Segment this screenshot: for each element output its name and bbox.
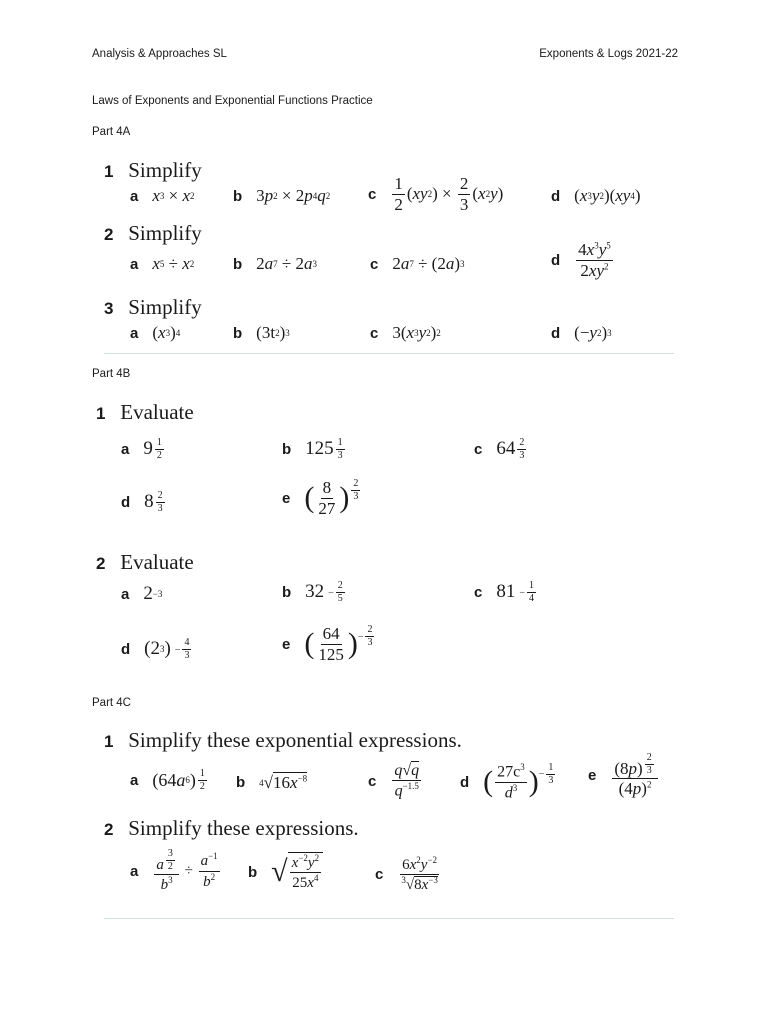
header-unit: Exponents & Logs 2021-22: [539, 48, 678, 60]
item-letter: a: [130, 324, 139, 342]
expression: ( $\frac{64}{125}$ ) $^{- \frac{2}{3}}$: [304, 624, 373, 664]
item-letter: b: [233, 187, 243, 205]
expression: 81 − $\frac{1}{4}$: [496, 580, 534, 604]
item-letter: a: [121, 585, 130, 603]
item-letter: b: [282, 583, 292, 601]
item-letter: b: [248, 863, 258, 881]
q4c-1d: [460, 762, 557, 802]
q4b-2a: [121, 583, 162, 605]
q4b-1d: [121, 490, 167, 514]
expression: 32 − $\frac{2}{5}$: [305, 580, 343, 604]
item-letter: d: [121, 493, 131, 511]
q-number: 1: [104, 162, 114, 181]
q-number: 2: [104, 225, 114, 244]
item-letter: c: [368, 773, 377, 791]
expression: $\frac{6x^2y^{-2}}{^3√8x^{-3}}$: [401, 855, 438, 894]
expression: ( $\frac{8}{27}$ ) $^{\frac{2}{3}}$: [304, 478, 359, 518]
expression: (8p) $^{\frac{2}{3}}$ $(4p)^2$: [610, 752, 659, 799]
q-text: Evaluate: [120, 400, 194, 424]
q4c-1b: [236, 772, 307, 793]
expression: 2 a 7 ÷ (2 a ) 3: [392, 254, 465, 273]
q4b-1-heading: [96, 400, 194, 425]
q4b-1e: [282, 478, 362, 518]
q4c-2-heading: [104, 816, 359, 841]
q4b-2d: [121, 637, 193, 661]
part-4b-label: Part 4B: [92, 368, 131, 380]
q4a-1-heading: [104, 158, 202, 183]
q4a-1c: [368, 174, 503, 214]
item-letter: b: [233, 324, 243, 342]
item-letter: c: [370, 324, 379, 342]
q-text: Evaluate: [120, 550, 194, 574]
expression: 8 $\frac{2}{3}$: [144, 490, 163, 514]
expression: 2 a 7 ÷ 2 a 3: [256, 254, 318, 273]
expression: (2 3 ) − $\frac{4}{3}$: [144, 637, 190, 661]
expression: $\frac{q√q}{q^{-1.5}}$: [394, 762, 420, 800]
q4a-2-heading: [104, 221, 202, 246]
item-letter: e: [588, 767, 597, 784]
q4c-2b: [248, 852, 323, 893]
q4a-2a: [130, 254, 194, 274]
expression: ( x 3 y 2 )( xy 4 ): [574, 186, 641, 205]
q-number: 1: [96, 404, 106, 423]
item-letter: c: [474, 440, 483, 458]
part-4c-label: Part 4C: [92, 697, 131, 709]
q4c-2c: [375, 855, 442, 895]
q4a-1b: [233, 186, 330, 206]
q4a-3-heading: [104, 295, 202, 320]
expression: 64 $\frac{2}{3}$: [496, 437, 525, 461]
q4b-2-heading: [96, 550, 194, 575]
q4a-1d: [551, 186, 641, 206]
item-letter: b: [236, 774, 246, 791]
q4a-1a: [130, 186, 195, 206]
q4a-3c: [370, 323, 441, 343]
q-text: Simplify: [128, 221, 202, 245]
expression: 9 $\frac{1}{2}$: [143, 437, 162, 461]
expression: 125 $\frac{1}{3}$: [305, 437, 343, 461]
q-number: 2: [104, 820, 114, 839]
q4c-2a: [130, 848, 222, 894]
q-number: 1: [104, 732, 114, 751]
expression: 4 √ $16x^{-8}$: [259, 772, 308, 792]
section-divider: [104, 918, 674, 919]
expression: (− y 2 ) 3: [574, 323, 612, 342]
expression: 3( x 3 y 2 ) 2: [392, 323, 441, 342]
q4a-2b: [233, 254, 317, 274]
q4a-2d: [551, 240, 615, 280]
q-text: Simplify these expressions.: [128, 816, 359, 840]
q4c-1c: [368, 762, 423, 801]
item-letter: a: [121, 440, 130, 458]
item-letter: c: [375, 866, 384, 884]
expression: (3t 2 ) 3: [256, 323, 290, 342]
q-text: Simplify: [128, 158, 202, 182]
item-letter: d: [121, 640, 131, 658]
item-letter: e: [282, 489, 291, 507]
q4b-1a: [121, 437, 166, 461]
expression: x 5 ÷ x 2: [152, 254, 195, 273]
item-letter: c: [474, 583, 483, 601]
q4b-1c: [474, 437, 528, 461]
expression: x 3 × x 2: [152, 186, 195, 205]
item-letter: a: [130, 187, 139, 205]
item-letter: c: [370, 255, 379, 273]
item-letter: d: [460, 773, 470, 791]
item-letter: a: [130, 771, 139, 789]
q-text: Simplify these exponential expressions.: [128, 728, 462, 752]
q-text: Simplify: [128, 295, 202, 319]
expression: √ $\frac{x^{-2}y^2}{25x^4}$: [271, 852, 323, 893]
expression: (64 a 6 ) $\frac{1}{2}$: [152, 768, 205, 792]
q4a-3d: [551, 323, 612, 343]
q4c-1a: [130, 768, 209, 792]
q4b-2b: [282, 580, 347, 604]
q4b-2e: [282, 624, 376, 664]
section-divider: [104, 353, 674, 354]
item-letter: e: [282, 635, 291, 653]
worksheet-title: Laws of Exponents and Exponential Functions Practice: [92, 95, 373, 107]
q4a-2c: [370, 254, 465, 274]
q-number: 2: [96, 554, 106, 573]
q4b-1b: [282, 437, 347, 461]
item-letter: b: [233, 255, 243, 273]
item-letter: d: [551, 324, 561, 342]
header-course: Analysis & Approaches SL: [92, 48, 227, 60]
q4b-2c: [474, 580, 538, 604]
expression: ( x 3 ) 4: [152, 323, 181, 342]
q4a-3b: [233, 323, 290, 343]
q4c-1-heading: [104, 728, 462, 753]
item-letter: b: [282, 440, 292, 458]
expression: $\frac{1}{2}$ ( xy 2 ) × $\frac{2}{3}$ ( x 2 y ): [394, 174, 504, 214]
expression: ( $\frac{27c^3}{d^3}$ ) $^{- \frac{1}{3}}$: [483, 762, 554, 802]
item-letter: a: [130, 255, 139, 273]
q4a-3a: [130, 323, 180, 343]
item-letter: c: [368, 185, 377, 203]
item-letter: d: [551, 251, 561, 269]
item-letter: a: [130, 862, 139, 880]
expression: 2 −3: [143, 583, 163, 604]
expression: a $^{\frac{3}{2}}$ $b^3$ ÷ $\frac{a^{-1}}{b^2}$: [156, 848, 218, 894]
expression: $\frac{4x^3y^5}{2xy^2}$: [578, 240, 611, 280]
q-number: 3: [104, 299, 114, 318]
part-4a-label: Part 4A: [92, 126, 131, 138]
expression: 3 p 2 × 2 p 4 q 2: [256, 186, 331, 205]
item-letter: d: [551, 187, 561, 205]
q4c-1e: [588, 752, 660, 799]
